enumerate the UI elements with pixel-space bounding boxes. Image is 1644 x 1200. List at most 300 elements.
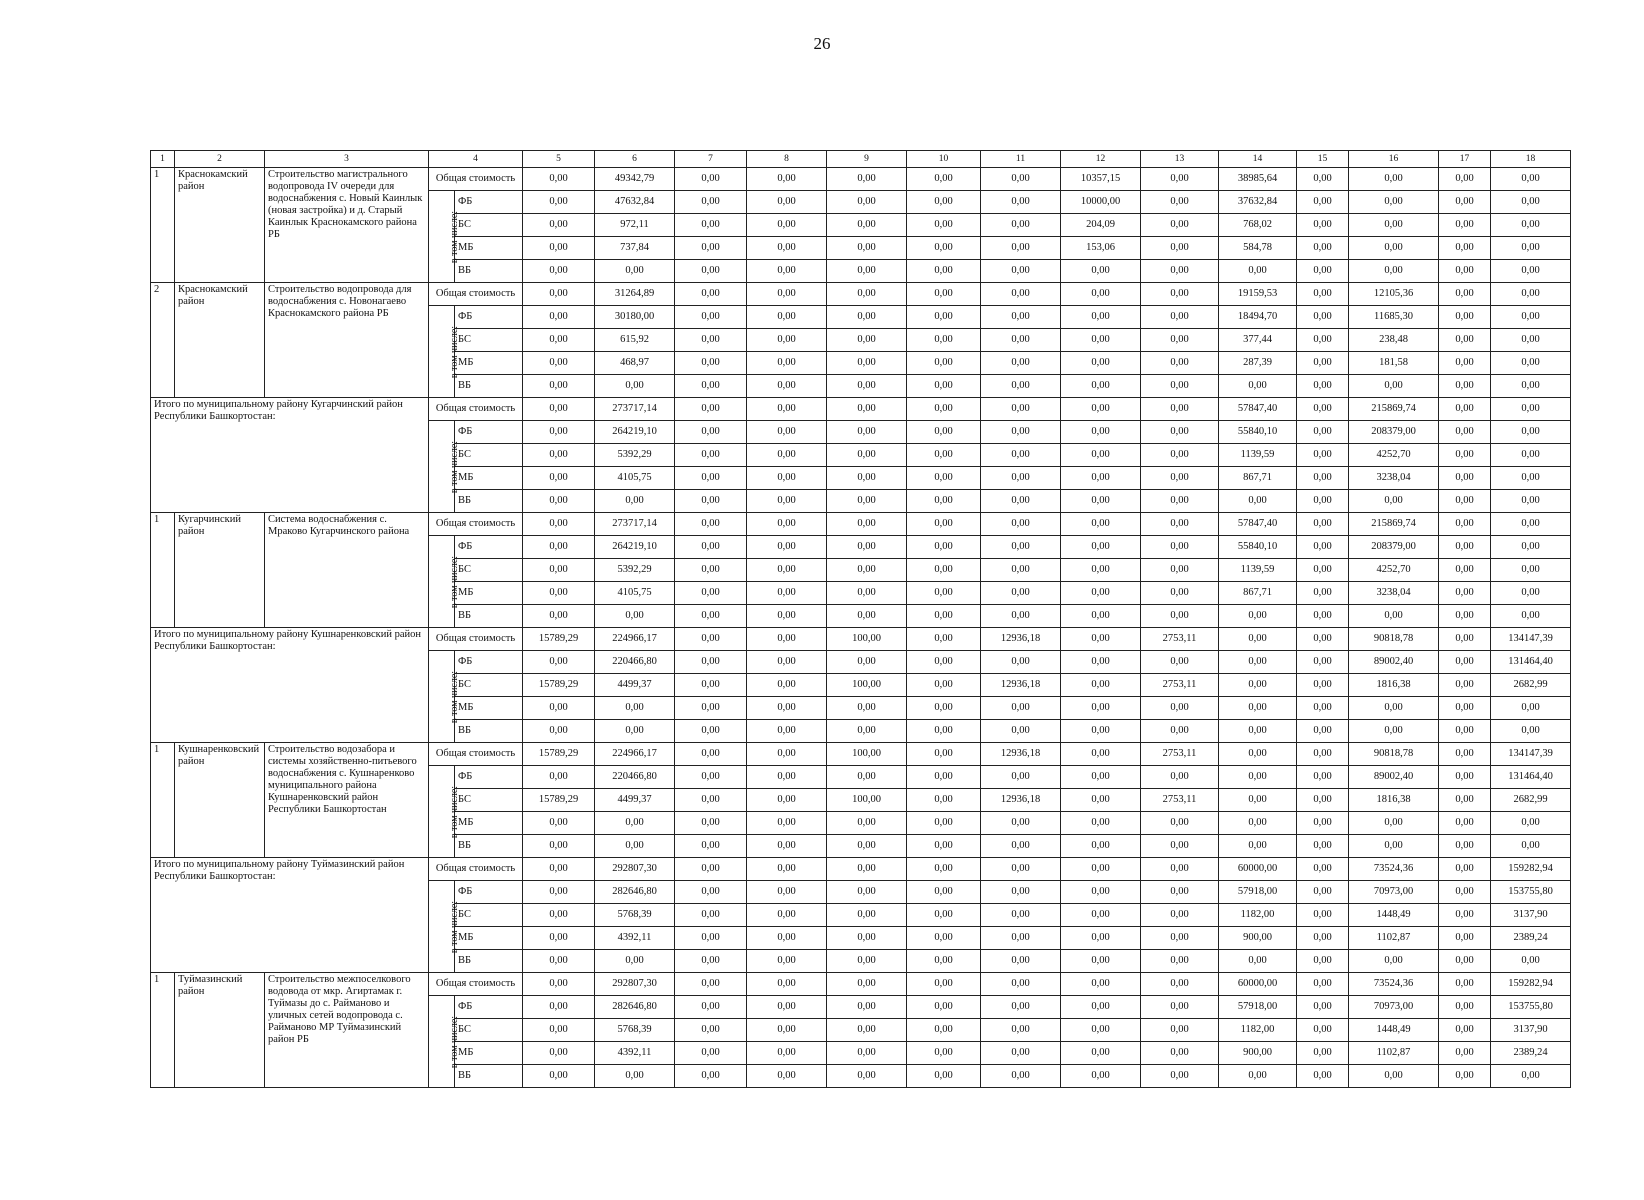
value-cell: 4105,75 bbox=[595, 467, 675, 490]
value-cell: 0,00 bbox=[1141, 950, 1219, 973]
value-cell: 0,00 bbox=[1297, 973, 1349, 996]
value-cell: 49342,79 bbox=[595, 168, 675, 191]
table-body bbox=[151, 151, 1571, 1088]
value-cell: 0,00 bbox=[1219, 628, 1297, 651]
value-cell: 0,00 bbox=[747, 858, 827, 881]
value-cell: 0,00 bbox=[523, 559, 595, 582]
project-description: Система водоснабжения с. Мраково Кугарчинского района bbox=[265, 513, 429, 628]
value-cell: 0,00 bbox=[1439, 812, 1491, 835]
value-cell: 0,00 bbox=[1061, 375, 1141, 398]
value-cell: 0,00 bbox=[1297, 444, 1349, 467]
in-that-number-label bbox=[429, 766, 461, 858]
value-cell: 900,00 bbox=[1219, 927, 1297, 950]
value-cell: 57918,00 bbox=[1219, 996, 1297, 1019]
value-cell: 0,00 bbox=[675, 467, 747, 490]
value-cell: 0,00 bbox=[1061, 329, 1141, 352]
value-cell: 0,00 bbox=[1061, 283, 1141, 306]
value-cell: 0,00 bbox=[675, 444, 747, 467]
value-cell: 100,00 bbox=[827, 743, 907, 766]
value-cell: 0,00 bbox=[1297, 329, 1349, 352]
value-cell: 5392,29 bbox=[595, 444, 675, 467]
value-cell: 2753,11 bbox=[1141, 743, 1219, 766]
value-cell: 0,00 bbox=[827, 214, 907, 237]
value-cell: 0,00 bbox=[523, 835, 595, 858]
value-cell: 0,00 bbox=[1439, 283, 1491, 306]
value-cell: 0,00 bbox=[827, 996, 907, 1019]
value-cell: 0,00 bbox=[907, 1019, 981, 1042]
value-cell: 0,00 bbox=[907, 904, 981, 927]
value-cell: 0,00 bbox=[595, 260, 675, 283]
value-cell: 57918,00 bbox=[1219, 881, 1297, 904]
value-cell: 0,00 bbox=[675, 1019, 747, 1042]
value-cell: 0,00 bbox=[675, 582, 747, 605]
value-cell: 0,00 bbox=[981, 720, 1061, 743]
value-cell: 0,00 bbox=[1061, 697, 1141, 720]
value-cell: 0,00 bbox=[523, 375, 595, 398]
value-cell: 0,00 bbox=[1061, 1042, 1141, 1065]
value-cell: 0,00 bbox=[1439, 1019, 1491, 1042]
total-cost-label: Общая стоимость bbox=[429, 168, 523, 191]
value-cell: 0,00 bbox=[1061, 559, 1141, 582]
row-number: 1 bbox=[151, 743, 175, 858]
district-name: Кушнаренковский район bbox=[175, 743, 265, 858]
value-cell: 0,00 bbox=[1219, 697, 1297, 720]
value-cell: 0,00 bbox=[675, 237, 747, 260]
value-cell: 153,06 bbox=[1061, 237, 1141, 260]
value-cell: 0,00 bbox=[675, 950, 747, 973]
value-cell: 0,00 bbox=[1297, 697, 1349, 720]
project-description: Строительство водозабора и системы хозяйственно-питьевого водоснабжения с. Кушнаренково муниципального района Кушнаренковский район Республики Башкортостан bbox=[265, 743, 429, 858]
table-row bbox=[151, 858, 1571, 881]
value-cell: 0,00 bbox=[747, 375, 827, 398]
value-cell: 282646,80 bbox=[595, 881, 675, 904]
value-cell: 0,00 bbox=[1297, 628, 1349, 651]
value-cell: 0,00 bbox=[1439, 444, 1491, 467]
value-cell: 0,00 bbox=[523, 536, 595, 559]
value-cell: 0,00 bbox=[1141, 467, 1219, 490]
value-cell: 0,00 bbox=[1061, 306, 1141, 329]
value-cell: 15789,29 bbox=[523, 628, 595, 651]
value-cell: 0,00 bbox=[1439, 950, 1491, 973]
value-cell: 0,00 bbox=[675, 283, 747, 306]
in-that-number-text: в том числе: bbox=[449, 785, 461, 838]
value-cell: 0,00 bbox=[1439, 1065, 1491, 1088]
value-cell: 2682,99 bbox=[1491, 674, 1571, 697]
value-cell: 0,00 bbox=[907, 559, 981, 582]
value-cell: 0,00 bbox=[981, 375, 1061, 398]
value-cell: 4392,11 bbox=[595, 927, 675, 950]
value-cell: 0,00 bbox=[827, 927, 907, 950]
value-cell: 0,00 bbox=[1297, 283, 1349, 306]
value-cell: 238,48 bbox=[1349, 329, 1439, 352]
value-cell: 0,00 bbox=[675, 490, 747, 513]
value-cell: 584,78 bbox=[1219, 237, 1297, 260]
value-cell: 0,00 bbox=[523, 444, 595, 467]
value-cell: 0,00 bbox=[675, 513, 747, 536]
table-row bbox=[151, 168, 1571, 191]
funding-source-label: ВБ bbox=[455, 1065, 523, 1088]
value-cell: 2389,24 bbox=[1491, 1042, 1571, 1065]
value-cell: 15789,29 bbox=[523, 743, 595, 766]
value-cell: 0,00 bbox=[1297, 674, 1349, 697]
value-cell: 0,00 bbox=[981, 812, 1061, 835]
value-cell: 0,00 bbox=[1439, 674, 1491, 697]
value-cell: 0,00 bbox=[747, 559, 827, 582]
value-cell: 0,00 bbox=[675, 881, 747, 904]
value-cell: 0,00 bbox=[907, 720, 981, 743]
value-cell: 0,00 bbox=[1439, 927, 1491, 950]
value-cell: 0,00 bbox=[1439, 789, 1491, 812]
column-number: 2 bbox=[175, 151, 265, 168]
value-cell: 0,00 bbox=[907, 283, 981, 306]
column-number: 6 bbox=[595, 151, 675, 168]
total-title: Итого по муниципальному району Туймазинский район Республики Башкортостан: bbox=[151, 858, 429, 973]
value-cell: 0,00 bbox=[523, 237, 595, 260]
value-cell: 0,00 bbox=[1297, 1065, 1349, 1088]
value-cell: 0,00 bbox=[907, 881, 981, 904]
value-cell: 0,00 bbox=[907, 536, 981, 559]
value-cell: 2389,24 bbox=[1491, 927, 1571, 950]
value-cell: 0,00 bbox=[675, 605, 747, 628]
value-cell: 0,00 bbox=[747, 766, 827, 789]
value-cell: 0,00 bbox=[1219, 1065, 1297, 1088]
value-cell: 0,00 bbox=[523, 651, 595, 674]
funding-source-label: ФБ bbox=[455, 536, 523, 559]
value-cell: 0,00 bbox=[747, 398, 827, 421]
funding-source-label: ВБ bbox=[455, 260, 523, 283]
value-cell: 0,00 bbox=[747, 283, 827, 306]
value-cell: 0,00 bbox=[981, 1019, 1061, 1042]
in-that-number-label bbox=[429, 191, 461, 283]
value-cell: 0,00 bbox=[1491, 490, 1571, 513]
value-cell: 0,00 bbox=[827, 375, 907, 398]
value-cell: 0,00 bbox=[1491, 375, 1571, 398]
column-number: 10 bbox=[907, 151, 981, 168]
value-cell: 0,00 bbox=[1439, 214, 1491, 237]
value-cell: 0,00 bbox=[907, 973, 981, 996]
value-cell: 37632,84 bbox=[1219, 191, 1297, 214]
funding-source-label: ФБ bbox=[455, 881, 523, 904]
value-cell: 0,00 bbox=[675, 651, 747, 674]
value-cell: 1102,87 bbox=[1349, 1042, 1439, 1065]
value-cell: 0,00 bbox=[907, 352, 981, 375]
value-cell: 0,00 bbox=[1141, 881, 1219, 904]
value-cell: 2753,11 bbox=[1141, 628, 1219, 651]
value-cell: 0,00 bbox=[981, 697, 1061, 720]
value-cell: 4252,70 bbox=[1349, 444, 1439, 467]
value-cell: 0,00 bbox=[827, 582, 907, 605]
value-cell: 0,00 bbox=[827, 973, 907, 996]
value-cell: 264219,10 bbox=[595, 536, 675, 559]
value-cell: 0,00 bbox=[1141, 973, 1219, 996]
value-cell: 900,00 bbox=[1219, 1042, 1297, 1065]
value-cell: 0,00 bbox=[1141, 375, 1219, 398]
value-cell: 0,00 bbox=[907, 191, 981, 214]
value-cell: 0,00 bbox=[981, 651, 1061, 674]
column-number: 18 bbox=[1491, 151, 1571, 168]
value-cell: 5768,39 bbox=[595, 1019, 675, 1042]
value-cell: 0,00 bbox=[827, 858, 907, 881]
value-cell: 0,00 bbox=[1141, 559, 1219, 582]
value-cell: 0,00 bbox=[827, 260, 907, 283]
value-cell: 1182,00 bbox=[1219, 904, 1297, 927]
value-cell: 0,00 bbox=[1439, 996, 1491, 1019]
value-cell: 18494,70 bbox=[1219, 306, 1297, 329]
value-cell: 204,09 bbox=[1061, 214, 1141, 237]
value-cell: 5392,29 bbox=[595, 559, 675, 582]
value-cell: 0,00 bbox=[1491, 513, 1571, 536]
funding-source-label: МБ bbox=[455, 697, 523, 720]
value-cell: 292807,30 bbox=[595, 973, 675, 996]
value-cell: 0,00 bbox=[907, 651, 981, 674]
value-cell: 38985,64 bbox=[1219, 168, 1297, 191]
table-row bbox=[151, 628, 1571, 651]
project-description: Строительство магистрального водопровода IV очереди для водоснабжения с. Новый Каинлык (новая застройка) и д. Старый Каинлык Краснокамского района РБ bbox=[265, 168, 429, 283]
value-cell: 0,00 bbox=[827, 697, 907, 720]
value-cell: 0,00 bbox=[675, 628, 747, 651]
value-cell: 55840,10 bbox=[1219, 536, 1297, 559]
value-cell: 0,00 bbox=[675, 927, 747, 950]
value-cell: 0,00 bbox=[981, 904, 1061, 927]
column-number: 12 bbox=[1061, 151, 1141, 168]
value-cell: 0,00 bbox=[907, 467, 981, 490]
value-cell: 287,39 bbox=[1219, 352, 1297, 375]
value-cell: 0,00 bbox=[907, 812, 981, 835]
value-cell: 0,00 bbox=[1297, 467, 1349, 490]
value-cell: 0,00 bbox=[1219, 950, 1297, 973]
funding-source-label: БС bbox=[455, 1019, 523, 1042]
value-cell: 2753,11 bbox=[1141, 789, 1219, 812]
value-cell: 0,00 bbox=[747, 651, 827, 674]
value-cell: 0,00 bbox=[1439, 352, 1491, 375]
total-cost-label: Общая стоимость bbox=[429, 973, 523, 996]
value-cell: 0,00 bbox=[1491, 605, 1571, 628]
value-cell: 0,00 bbox=[907, 927, 981, 950]
funding-source-label: БС bbox=[455, 444, 523, 467]
value-cell: 0,00 bbox=[827, 283, 907, 306]
value-cell: 0,00 bbox=[1439, 766, 1491, 789]
value-cell: 11685,30 bbox=[1349, 306, 1439, 329]
value-cell: 0,00 bbox=[1491, 536, 1571, 559]
value-cell: 615,92 bbox=[595, 329, 675, 352]
value-cell: 0,00 bbox=[747, 950, 827, 973]
project-description: Строительство водопровода для водоснабжения с. Новонагаево Краснокамского района РБ bbox=[265, 283, 429, 398]
value-cell: 0,00 bbox=[595, 812, 675, 835]
value-cell: 0,00 bbox=[675, 352, 747, 375]
value-cell: 0,00 bbox=[981, 467, 1061, 490]
value-cell: 0,00 bbox=[523, 1019, 595, 1042]
value-cell: 0,00 bbox=[907, 766, 981, 789]
value-cell: 0,00 bbox=[1297, 490, 1349, 513]
value-cell: 0,00 bbox=[1141, 168, 1219, 191]
value-cell: 0,00 bbox=[1141, 835, 1219, 858]
value-cell: 0,00 bbox=[907, 996, 981, 1019]
table-row bbox=[151, 743, 1571, 766]
value-cell: 0,00 bbox=[981, 237, 1061, 260]
value-cell: 292807,30 bbox=[595, 858, 675, 881]
value-cell: 0,00 bbox=[1297, 191, 1349, 214]
funding-source-label: ФБ bbox=[455, 191, 523, 214]
value-cell: 264219,10 bbox=[595, 421, 675, 444]
value-cell: 3137,90 bbox=[1491, 1019, 1571, 1042]
value-cell: 131464,40 bbox=[1491, 766, 1571, 789]
value-cell: 0,00 bbox=[981, 950, 1061, 973]
value-cell: 0,00 bbox=[675, 559, 747, 582]
value-cell: 73524,36 bbox=[1349, 973, 1439, 996]
funding-source-label: БС bbox=[455, 559, 523, 582]
value-cell: 0,00 bbox=[1297, 352, 1349, 375]
value-cell: 0,00 bbox=[827, 651, 907, 674]
value-cell: 30180,00 bbox=[595, 306, 675, 329]
value-cell: 0,00 bbox=[595, 835, 675, 858]
funding-source-label: БС bbox=[455, 674, 523, 697]
value-cell: 1448,49 bbox=[1349, 904, 1439, 927]
value-cell: 0,00 bbox=[523, 1065, 595, 1088]
value-cell: 0,00 bbox=[1061, 260, 1141, 283]
value-cell: 0,00 bbox=[523, 812, 595, 835]
value-cell: 0,00 bbox=[1439, 720, 1491, 743]
value-cell: 0,00 bbox=[1349, 835, 1439, 858]
funding-source-label: ФБ bbox=[455, 421, 523, 444]
value-cell: 224966,17 bbox=[595, 628, 675, 651]
funding-source-label: ФБ bbox=[455, 766, 523, 789]
value-cell: 0,00 bbox=[981, 191, 1061, 214]
value-cell: 55840,10 bbox=[1219, 421, 1297, 444]
value-cell: 0,00 bbox=[827, 1019, 907, 1042]
funding-source-label: ФБ bbox=[455, 651, 523, 674]
value-cell: 0,00 bbox=[1439, 467, 1491, 490]
value-cell: 0,00 bbox=[1061, 996, 1141, 1019]
value-cell: 60000,00 bbox=[1219, 973, 1297, 996]
value-cell: 0,00 bbox=[827, 467, 907, 490]
value-cell: 0,00 bbox=[1297, 858, 1349, 881]
value-cell: 0,00 bbox=[595, 375, 675, 398]
in-that-number-label bbox=[429, 306, 461, 398]
value-cell: 0,00 bbox=[1297, 904, 1349, 927]
total-title: Итого по муниципальному району Кушнаренковский район Республики Башкортостан: bbox=[151, 628, 429, 743]
value-cell: 57847,40 bbox=[1219, 513, 1297, 536]
funding-source-label: ВБ bbox=[455, 375, 523, 398]
column-number: 7 bbox=[675, 151, 747, 168]
value-cell: 0,00 bbox=[523, 950, 595, 973]
funding-source-label: МБ bbox=[455, 927, 523, 950]
value-cell: 0,00 bbox=[1439, 237, 1491, 260]
value-cell: 0,00 bbox=[675, 1042, 747, 1065]
value-cell: 12936,18 bbox=[981, 674, 1061, 697]
value-cell: 0,00 bbox=[907, 444, 981, 467]
value-cell: 4105,75 bbox=[595, 582, 675, 605]
value-cell: 0,00 bbox=[675, 812, 747, 835]
value-cell: 0,00 bbox=[907, 950, 981, 973]
value-cell: 0,00 bbox=[981, 1065, 1061, 1088]
value-cell: 0,00 bbox=[1439, 398, 1491, 421]
value-cell: 0,00 bbox=[747, 329, 827, 352]
value-cell: 0,00 bbox=[1491, 697, 1571, 720]
column-number: 14 bbox=[1219, 151, 1297, 168]
value-cell: 0,00 bbox=[1297, 536, 1349, 559]
value-cell: 100,00 bbox=[827, 628, 907, 651]
value-cell: 0,00 bbox=[1297, 582, 1349, 605]
value-cell: 0,00 bbox=[907, 306, 981, 329]
value-cell: 0,00 bbox=[1141, 766, 1219, 789]
value-cell: 0,00 bbox=[747, 168, 827, 191]
value-cell: 0,00 bbox=[1061, 467, 1141, 490]
value-cell: 0,00 bbox=[1439, 835, 1491, 858]
value-cell: 0,00 bbox=[827, 766, 907, 789]
value-cell: 0,00 bbox=[827, 812, 907, 835]
value-cell: 0,00 bbox=[1141, 697, 1219, 720]
value-cell: 0,00 bbox=[1141, 812, 1219, 835]
value-cell: 0,00 bbox=[981, 881, 1061, 904]
value-cell: 0,00 bbox=[1349, 237, 1439, 260]
value-cell: 0,00 bbox=[1439, 973, 1491, 996]
value-cell: 0,00 bbox=[981, 513, 1061, 536]
value-cell: 0,00 bbox=[1141, 237, 1219, 260]
value-cell: 0,00 bbox=[1061, 904, 1141, 927]
value-cell: 0,00 bbox=[827, 513, 907, 536]
value-cell: 0,00 bbox=[827, 329, 907, 352]
value-cell: 0,00 bbox=[1491, 812, 1571, 835]
in-that-number-text: в том числе: bbox=[449, 325, 461, 378]
column-number: 1 bbox=[151, 151, 175, 168]
value-cell: 0,00 bbox=[1349, 191, 1439, 214]
value-cell: 0,00 bbox=[1491, 214, 1571, 237]
value-cell: 181,58 bbox=[1349, 352, 1439, 375]
value-cell: 0,00 bbox=[981, 421, 1061, 444]
value-cell: 0,00 bbox=[595, 697, 675, 720]
value-cell: 0,00 bbox=[747, 444, 827, 467]
value-cell: 0,00 bbox=[1439, 651, 1491, 674]
value-cell: 0,00 bbox=[1061, 835, 1141, 858]
district-name: Кугарчинский район bbox=[175, 513, 265, 628]
value-cell: 0,00 bbox=[1141, 283, 1219, 306]
funding-source-label: МБ bbox=[455, 582, 523, 605]
value-cell: 0,00 bbox=[907, 858, 981, 881]
value-cell: 0,00 bbox=[1297, 651, 1349, 674]
value-cell: 153755,80 bbox=[1491, 996, 1571, 1019]
funding-source-label: МБ bbox=[455, 352, 523, 375]
value-cell: 0,00 bbox=[523, 996, 595, 1019]
funding-source-label: ВБ bbox=[455, 950, 523, 973]
value-cell: 2682,99 bbox=[1491, 789, 1571, 812]
value-cell: 90818,78 bbox=[1349, 628, 1439, 651]
value-cell: 0,00 bbox=[981, 559, 1061, 582]
value-cell: 0,00 bbox=[1141, 421, 1219, 444]
value-cell: 0,00 bbox=[1491, 329, 1571, 352]
value-cell: 0,00 bbox=[981, 260, 1061, 283]
value-cell: 0,00 bbox=[675, 306, 747, 329]
row-number: 2 bbox=[151, 283, 175, 398]
column-number: 13 bbox=[1141, 151, 1219, 168]
value-cell: 0,00 bbox=[1061, 605, 1141, 628]
total-cost-label: Общая стоимость bbox=[429, 398, 523, 421]
value-cell: 0,00 bbox=[1491, 1065, 1571, 1088]
value-cell: 0,00 bbox=[1297, 996, 1349, 1019]
value-cell: 0,00 bbox=[1297, 398, 1349, 421]
value-cell: 4392,11 bbox=[595, 1042, 675, 1065]
value-cell: 0,00 bbox=[523, 927, 595, 950]
value-cell: 0,00 bbox=[523, 582, 595, 605]
value-cell: 208379,00 bbox=[1349, 536, 1439, 559]
value-cell: 0,00 bbox=[827, 1042, 907, 1065]
value-cell: 0,00 bbox=[523, 191, 595, 214]
value-cell: 0,00 bbox=[1219, 835, 1297, 858]
value-cell: 0,00 bbox=[1491, 950, 1571, 973]
value-cell: 0,00 bbox=[1349, 214, 1439, 237]
value-cell: 0,00 bbox=[523, 283, 595, 306]
value-cell: 0,00 bbox=[1349, 1065, 1439, 1088]
value-cell: 0,00 bbox=[981, 490, 1061, 513]
